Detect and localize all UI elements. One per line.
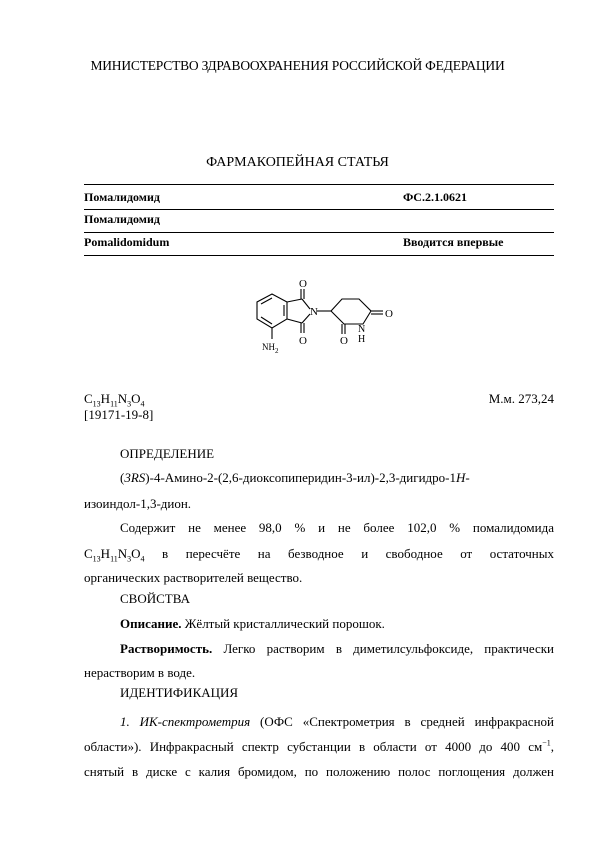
solubility-line-2: нерастворим в воде. [84,665,196,680]
content-line-2: $C_{13}H_{11}N_3O_4$ в пересчёте на безводное и свободное от остаточных [84,546,554,564]
atom-label: O [340,335,348,347]
name-latin: Pomalidomidum [84,235,170,249]
atom-label: N [310,306,318,318]
atom-label: O [299,335,307,347]
content-line-3: органических растворителей вещество. [84,570,303,585]
description-paragraph: Описание. Жёлтый кристаллический порошок. [120,616,385,631]
cas-number: [19171-19-8] [84,407,154,422]
identification-heading: ИДЕНТИФИКАЦИЯ [120,685,239,700]
chemical-name-line-2: изоиндол-1,3-дион. [84,496,192,511]
ministry-header: МИНИСТЕРСТВО ЗДРАВООХРАНЕНИЯ РОССИЙСКОЙ ФЕДЕРАЦИИ [90,58,505,73]
document-type-title: ФАРМАКОПЕЙНАЯ СТАТЬЯ [206,155,389,170]
chemical-name-line-1: (3RS)-4-Амино-2-(2,6-диоксопиперидин-3-ил)-2,3-дигидро-1H- [120,470,470,485]
bond [302,314,310,323]
properties-heading: СВОЙСТВА [120,591,190,606]
name-russian-1: Помалидомид [84,190,160,204]
atom-label: O [299,278,307,290]
atom-label: H [358,334,366,345]
atom-label: $NH_2$ [262,342,279,355]
bond [287,319,302,323]
bond [287,299,302,302]
monograph-code: ФС.2.1.0621 [403,190,467,204]
top-divider [84,184,554,185]
piperidine-ring-bond [331,299,371,324]
status-note: Вводится впервые [403,235,504,249]
structural-formula [225,272,425,372]
content-line-1: Содержит не менее 98,0 % и не более 102,0 % помалидомида [120,520,554,535]
bond [302,299,310,309]
bottom-divider [84,255,554,256]
atom-label: O [385,308,393,320]
divider-3 [84,232,554,233]
name-russian-2: Помалидомид [84,212,160,226]
molecular-weight: М.м. 273,24 [488,391,554,406]
identification-item-line-3: снятый в диске с калия бромидом, по положению полос поглощения должен [84,764,554,779]
benzene-ring-bond [257,294,287,328]
molecular-formula: $C_{13}H_{11}N_3O_4$ [84,391,145,409]
atom-label: N [358,324,366,335]
divider-2 [84,209,554,210]
solubility-line-1: Растворимость. Легко растворим в диметилсульфоксиде, практически [120,641,554,656]
identification-item-line-2: области»). Инфракрасный спектр субстанции в области от 4000 до 400 $см^{-1}$, [84,738,554,754]
identification-item-line-1: 1. ИК-спектрометрия (ОФС «Спектрометрия в средней инфракрасной [120,714,554,729]
definition-heading: ОПРЕДЕЛЕНИЕ [120,446,215,461]
